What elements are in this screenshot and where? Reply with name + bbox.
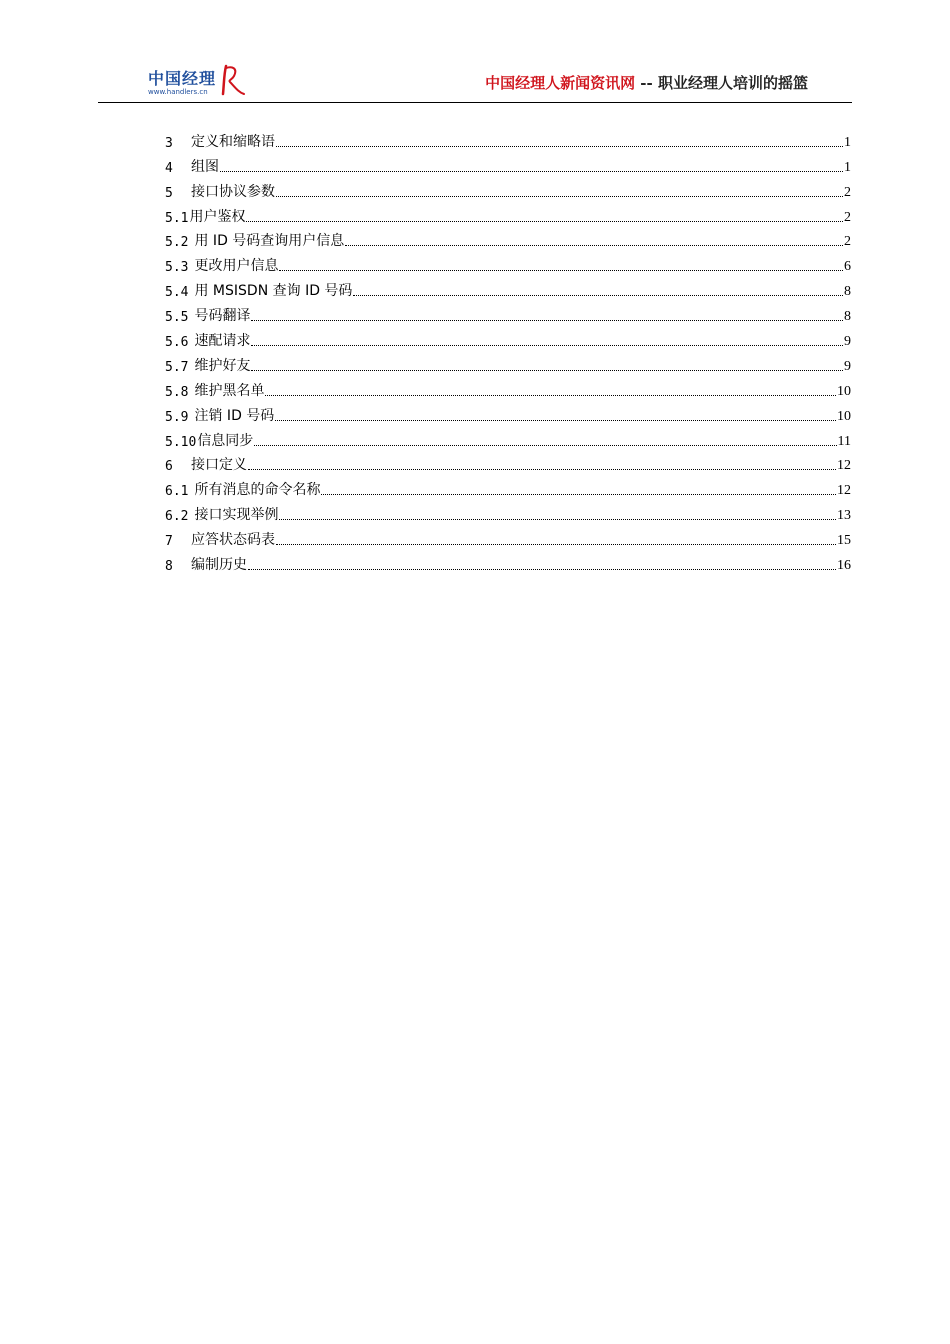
logo — [148, 66, 258, 102]
toc-entry[interactable] — [165, 226, 851, 251]
toc-dot-leader — [251, 370, 843, 371]
toc-entry[interactable] — [165, 201, 851, 226]
toc-dot-leader — [265, 395, 836, 396]
tagline-slogan: 职业经理人培训的摇篮 — [657, 74, 808, 92]
toc-entry-title: 编制历史 — [191, 557, 247, 574]
toc-entry-page: 9 — [844, 358, 851, 374]
toc-entry-number: 5 — [165, 185, 173, 201]
toc-entry-page: 2 — [844, 184, 851, 200]
toc-entry-page: 12 — [837, 458, 851, 474]
toc-dot-leader — [246, 221, 843, 222]
header-rule — [98, 102, 852, 103]
toc-entry-number: 5.1 — [165, 210, 189, 226]
toc-dot-leader — [275, 420, 836, 421]
toc-entry-number: 5.5 — [165, 310, 189, 326]
toc-entry[interactable] — [165, 275, 851, 300]
toc-dot-leader — [276, 544, 836, 545]
toc-entry-number: 6.1 — [165, 484, 189, 500]
toc-dot-leader — [279, 519, 836, 520]
toc-entry-title: 接口定义 — [191, 457, 247, 474]
toc-entry-page: 12 — [837, 483, 851, 499]
toc-entry-page: 10 — [837, 408, 851, 424]
page-header — [98, 60, 852, 104]
toc-entry-title: 注销 ID 号码 — [194, 407, 275, 424]
toc-entry-title: 所有消息的命令名称 — [194, 482, 321, 499]
toc-entry-title: 接口协议参数 — [191, 183, 275, 200]
toc-entry-number: 5.2 — [165, 235, 189, 251]
toc-dot-leader — [254, 445, 836, 446]
logo-url: www.handlers.cn — [148, 88, 208, 96]
toc-entry[interactable] — [165, 325, 851, 350]
toc-entry[interactable] — [165, 350, 851, 375]
toc-entry-title: 更改用户信息 — [194, 258, 279, 275]
tagline-site-name: 中国经理人新闻资讯网 — [485, 74, 636, 92]
toc-dot-leader — [248, 469, 836, 470]
toc-entry-title: 信息同步 — [197, 432, 254, 449]
toc-dot-leader — [248, 569, 836, 570]
tagline-separator: -- — [635, 74, 658, 92]
toc-entry[interactable] — [165, 375, 851, 400]
toc-entry[interactable] — [165, 126, 851, 151]
logo-text: 中国经理 — [148, 69, 217, 88]
toc-entry-page: 6 — [844, 259, 851, 275]
toc-entry[interactable] — [165, 176, 851, 201]
toc-entry-number: 5.8 — [165, 384, 189, 400]
toc-entry-title: 号码翻译 — [194, 308, 251, 325]
toc-entry-title: 应答状态码表 — [191, 532, 275, 549]
toc-entry[interactable] — [165, 425, 851, 450]
toc-entry[interactable] — [165, 300, 851, 325]
toc-entry-number: 8 — [165, 559, 173, 575]
toc-entry-title: 速配请求 — [194, 333, 251, 350]
toc-entry-page: 13 — [837, 508, 851, 524]
toc-entry-page: 8 — [844, 309, 851, 325]
toc-dot-leader — [276, 146, 843, 147]
toc-dot-leader — [251, 320, 843, 321]
toc-entry[interactable] — [165, 250, 851, 275]
toc-entry-number: 5.10 — [165, 434, 197, 450]
toc-dot-leader — [220, 171, 843, 172]
toc-entry-number: 5.4 — [165, 285, 189, 301]
toc-entry-number: 6.2 — [165, 509, 189, 525]
table-of-contents — [165, 126, 851, 574]
toc-entry-title: 用 MSISDN 查询 ID 号码 — [194, 283, 353, 300]
logo-mark-icon — [220, 64, 246, 96]
toc-entry-page: 8 — [844, 284, 851, 300]
toc-entry[interactable] — [165, 400, 851, 425]
toc-entry-page: 16 — [837, 558, 851, 574]
toc-entry-page: 10 — [837, 383, 851, 399]
toc-entry-number: 3 — [165, 135, 173, 151]
toc-dot-leader — [321, 494, 836, 495]
toc-entry-number: 5.7 — [165, 359, 189, 375]
toc-dot-leader — [251, 345, 843, 346]
toc-entry-number: 5.6 — [165, 335, 189, 351]
toc-entry-page: 1 — [844, 159, 851, 175]
toc-entry-title: 维护黑名单 — [194, 382, 265, 399]
toc-entry-title: 用户鉴权 — [189, 208, 246, 225]
toc-dot-leader — [345, 245, 843, 246]
toc-entry-title: 用 ID 号码查询用户信息 — [194, 233, 345, 250]
toc-entry-page: 2 — [844, 209, 851, 225]
toc-entry-title: 维护好友 — [194, 357, 251, 374]
toc-entry-page: 15 — [837, 533, 851, 549]
toc-entry[interactable] — [165, 549, 851, 574]
toc-entry-title: 接口实现举例 — [194, 507, 279, 524]
toc-entry-page: 2 — [844, 234, 851, 250]
toc-entry-page: 9 — [844, 334, 851, 350]
toc-entry[interactable] — [165, 474, 851, 499]
toc-entry[interactable] — [165, 151, 851, 176]
toc-entry[interactable] — [165, 499, 851, 524]
toc-entry-number: 5.3 — [165, 260, 189, 276]
toc-entry[interactable] — [165, 450, 851, 475]
toc-entry-number: 6 — [165, 459, 173, 475]
toc-entry-number: 7 — [165, 534, 173, 550]
toc-dot-leader — [279, 270, 843, 271]
toc-dot-leader — [276, 196, 843, 197]
toc-entry-number: 5.9 — [165, 409, 189, 425]
toc-entry-title: 组图 — [191, 158, 219, 175]
header-tagline — [485, 72, 808, 93]
toc-entry-page: 1 — [844, 134, 851, 150]
toc-entry-number: 4 — [165, 160, 173, 176]
toc-entry-page: 11 — [837, 433, 851, 449]
toc-entry[interactable] — [165, 524, 851, 549]
toc-entry-title: 定义和缩略语 — [191, 133, 275, 150]
toc-dot-leader — [353, 295, 843, 296]
